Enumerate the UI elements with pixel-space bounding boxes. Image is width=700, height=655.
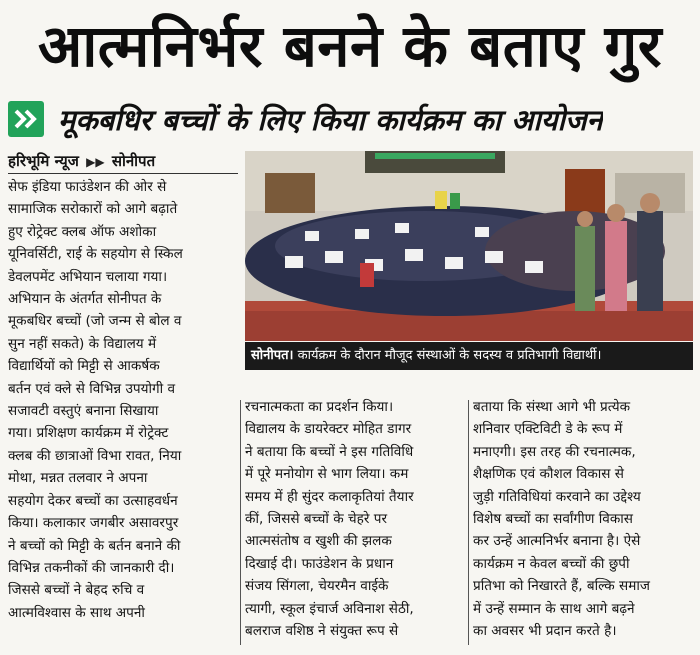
article-line: जुड़ी गतिविधियां करवाने का उद्देश्य [473,488,641,505]
column-divider [240,400,241,645]
article-line: अभियान के अंतर्गत सोनीपत के [8,291,162,308]
chevron-right-icon: ▶▶ [86,155,105,169]
article-line: कार्यक्रम न केवल बच्चों की छुपी [473,555,630,572]
article-line: सामाजिक सरोकारों को आगे बढ़ाते [8,201,178,218]
article-line: गया। प्रशिक्षण कार्यक्रम में रोट्रेक्ट [8,425,169,442]
byline [8,150,155,172]
article-line: यूनिवर्सिटी, राई के सहयोग से स्किल [8,246,183,263]
article-column-left [8,176,236,624]
article-line: विद्यार्थियों को मिट्टी से आकर्षक [8,358,160,375]
article-line: दिखाई दी। फाउंडेशन के प्रधान [245,555,394,572]
article-line: कर उन्हें आत्मनिर्भर बनाना है। ऐसे [473,533,641,550]
article-line: ने बताया कि बच्चों ने इस गतिविधि [245,443,414,460]
article-line: बर्तन एवं क्ले से विभिन्न उपयोगी व [8,380,176,397]
article-line: क्लब की छात्राओं विभा रावत, निया [8,447,182,464]
article-line: में उन्हें सम्मान के साथ आगे बढ़ने [473,600,635,617]
article-line: आत्मविश्वास के साथ अपनी [8,604,145,621]
article-column-right [473,396,693,642]
article-line: सेफ इंडिया फाउंडेशन की ओर से [8,179,167,195]
subheadline-row [8,96,692,142]
article-line: संजय सिंगला, चेयरमैन वाईके [245,578,389,595]
article-line: में पूरे मनोयोग से भाग लिया। कम [245,466,409,483]
article-line: विद्यालय के डायरेक्टर मोहित डागर [245,421,412,438]
article-line: जिससे बच्चों ने बेहद रुचि व [8,582,145,599]
article-line: समय में ही सुंदर कलाकृतियां तैयार [245,488,414,505]
article-line: त्यागी, स्कूल इंचार्ज अविनाश सेठी, [245,600,414,617]
headline: आत्मनिर्भर बनने के बताए गुर [38,12,662,80]
article-line: विभिन्न तकनीकों की जानकारी दी। [8,559,175,576]
subheadline: मूकबधिर बच्चों के लिए किया कार्यक्रम का आयोजन [58,102,603,137]
photo-caption-place: सोनीपत। [251,348,294,363]
byline-source: हरिभूमि न्यूज [8,152,79,170]
article-line: शैक्षणिक एवं कौशल विकास से [473,466,624,483]
article-line: सहयोग देकर बच्चों का उत्साहवर्धन [8,492,178,509]
article-line: बलराज वशिष्ठ ने संयुक्त रूप से [245,623,399,640]
photo-caption-text: कार्यक्रम के दौरान मौजूद संस्थाओं के सदस्य व प्रतिभागी विद्यार्थी। [297,348,602,363]
article-line: मोथा, मन्नत तलवार ने अपना [8,470,148,487]
article-line: विशेष बच्चों का सर्वांगीण विकास [473,511,633,528]
byline-location: सोनीपत [111,152,156,170]
byline-rule [8,173,238,174]
article-line: किया। कलाकार जगबीर असावरपुर [8,515,179,532]
article-line: हुए रोट्रेक्ट क्लब ऑफ अशोका [8,223,157,240]
article-line: शनिवार एक्टिविटी डे के रूप में [473,421,623,438]
article-line: का अवसर भी प्रदान करते है। [473,623,617,640]
article-line: ने बच्चों को मिट्टी के बर्तन बनाने की [8,537,181,554]
double-chevron-icon [8,101,44,137]
article-line: प्रतिभा को निखारते हैं, बल्कि समाज [473,578,650,595]
article-line: सजावटी वस्तुएं बनाना सिखाया [8,403,159,420]
article-line: मनाएगी। इस तरह की रचनात्मक, [473,443,636,460]
news-photo [245,151,693,341]
article-line: डेवलपमेंट अभियान चलाया गया। [8,268,168,285]
article-line: सुन नहीं सकते) के विद्यालय में [8,335,157,352]
article-line: बताया कि संस्था आगे भी प्रत्येक [473,399,631,415]
article-line: मूकबधिर बच्चों (जो जन्म से बोल व [8,313,182,330]
article-column-middle [245,396,467,642]
article-line: आत्मसंतोष व खुशी की झलक [245,533,392,550]
column-divider [468,400,469,645]
article-line: रचनात्मकता का प्रदर्शन किया। [245,399,394,415]
photo-caption [245,342,693,370]
article-line: कीं, जिससे बच्चों के चेहरे पर [245,511,388,528]
